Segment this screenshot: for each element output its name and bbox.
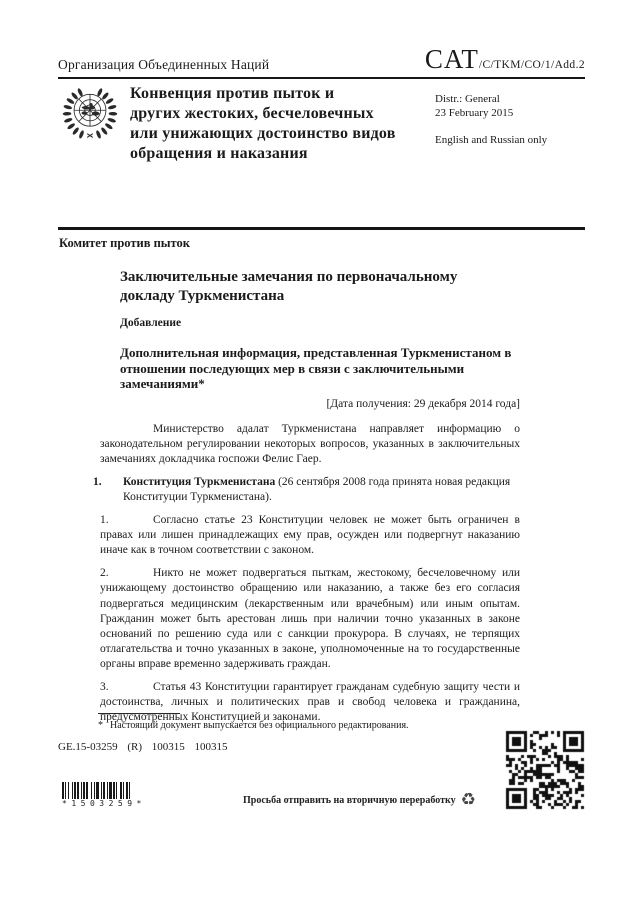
ge-registration-number: GE.15-03259 (R) 100315 100315 (58, 741, 228, 753)
document-symbol (425, 46, 585, 73)
committee-name: Комитет против пыток (59, 236, 190, 250)
footnote-divider (98, 713, 180, 714)
document-body (93, 422, 520, 733)
masthead (58, 46, 585, 79)
barcode-bars (62, 782, 152, 799)
item-text: (26 сентября 2008 года принята новая редакция Конституции Туркменистана). (123, 476, 511, 504)
paragraph-text: Никто не может подвергаться пыткам, жестокому, бесчеловечному или унижающему достоинство обращению или наказанию, а также без его согласия подвергаться медицинским (лекарственным или врачебным) или иным опытам. Гражданин может быть арестован лишь при наличии точно указанных в законе оснований по решению суда или с санкции прокурора. В случаях, не терпящих отлагательства и точно указанных в законе, уполномоченные на то государственные органы вправе временно задерживать граждан. (100, 567, 520, 671)
item-number: 1. (93, 476, 102, 489)
document-symbol-number: /C/TKM/CO/1/Add.2 (478, 59, 585, 71)
organization-name: Организация Объединенных Наций (58, 57, 270, 72)
report-subtitle: Дополнительная информация, представленная Туркменистаном в отношении последующих мер в связи с заключительными замечаниями* (120, 345, 512, 391)
footnote-marker: * (98, 720, 103, 731)
paragraph-text: Согласно статье 23 Конституции человек не может быть ограничен в правах или лишен принадлежащих ему прав, осужден или подвергнут наказанию иначе как в точном соответствии с законом. (100, 514, 520, 557)
recycle-note-text: Просьба отправить на вторичную переработку (243, 795, 456, 806)
qr-code (505, 730, 585, 810)
addendum-label: Добавление (120, 317, 182, 329)
un-emblem-icon (60, 84, 120, 144)
convention-title (130, 84, 435, 164)
barcode-text: *1503259* (62, 799, 146, 808)
document-symbol-series: CAT (424, 44, 479, 74)
numbered-item (93, 475, 520, 505)
paragraph-number: 1. (100, 514, 109, 527)
main-heading (120, 268, 550, 306)
intro-paragraph: Министерство адалат Туркменистана направляет информацию о законодательном регулировании некоторых вопросов, указанных в заключительных замечаниях докладчика госпожи Фелис Гаер. (100, 423, 520, 466)
date-received: [Дата получения: 29 декабря 2014 года] (326, 398, 520, 410)
body-paragraph (100, 566, 520, 672)
item-title: Конституция Туркменистана (123, 476, 276, 489)
header-divider (58, 227, 585, 230)
body-paragraph (100, 680, 520, 726)
paragraph-number: 2. (100, 567, 109, 580)
body-paragraph (100, 513, 520, 559)
convention-title-line: Конвенция против пыток и (130, 85, 335, 102)
recycle-icon: ♻ (460, 790, 476, 810)
convention-title-line: или унижающих достоинство видов (130, 125, 396, 142)
footnote (98, 720, 538, 731)
languages-note: English and Russian only (435, 134, 548, 146)
barcode (62, 782, 152, 808)
paragraph-number: 3. (100, 681, 109, 694)
paragraph-text: Статья 43 Конституции гарантирует гражданам судебную защиту чести и достоинства, личных и политических прав и свобод человека и гражданина, предусмотренных Конституцией и законами. (100, 681, 520, 724)
distribution-block (435, 92, 547, 147)
footnote-text: Настоящий документ выпускается без официального редактирования. (110, 720, 409, 731)
distribution-type: Distr.: General (435, 93, 500, 105)
main-heading-line: Заключительные замечания по первоначальному (120, 269, 458, 285)
main-heading-line: докладу Туркменистана (120, 288, 285, 304)
convention-title-line: обращения и наказания (130, 145, 308, 162)
convention-title-line: других жестоких, бесчеловечных (130, 105, 374, 122)
recycle-note (243, 792, 476, 809)
document-date: 23 February 2015 (435, 107, 514, 119)
